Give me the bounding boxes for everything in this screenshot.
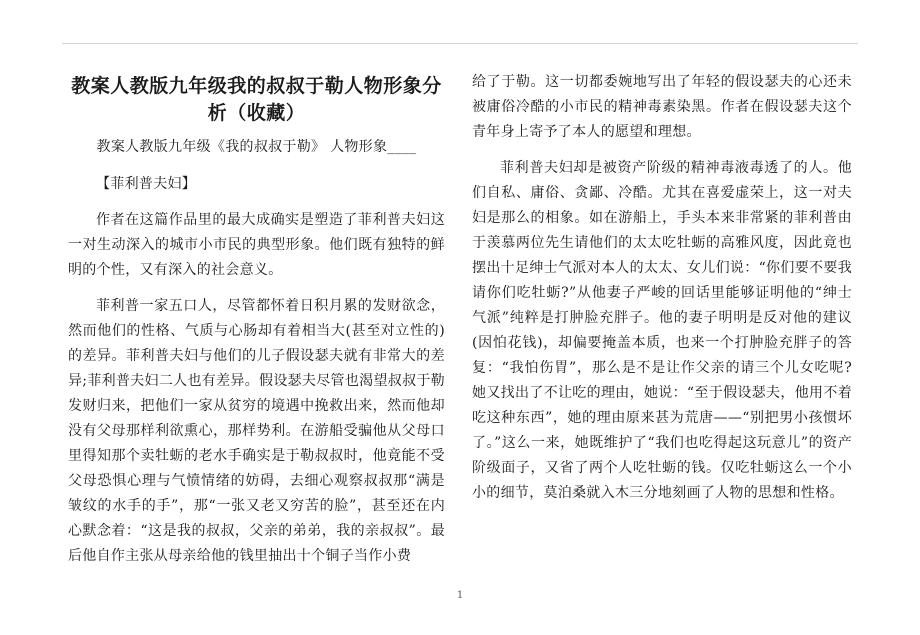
- paragraph-continued: 给了于勒。这一切都委婉地写出了年轻的假设瑟夫的心还未被庸俗冷酷的小市民的精神毒素染黑。作者在假设瑟夫这个青年身上寄予了本人的愿望和理想。: [472, 74, 852, 140]
- left-column: [68, 70, 445, 580]
- paragraph: 菲利普夫妇却是被资产阶级的精神毒液毒透了的人。他们自私、庸俗、贪鄙、冷酷。尤其在喜爱虚荣上，这一对夫妇是那么的相象。如在游船上，手头本来非常紧的菲利普由于羡慕两位先生请他们的太太吃牡蛎的高雅风度，因此竟也摆出十足绅士气派对本人的太太、女儿们说：“你们要不要我请你们吃牡蛎?”从他妻子严峻的回话里能够证明他的“绅士气派”纯粹是打肿脸充胖子。他的妻子明明是反对他的建议(因怕花钱)，却偏要掩盖本质，也来一个打肿脸充胖子的答复：“我怕伤胃”，那么是不是让作父亲的请三个儿女吃呢?她又找出了不让吃的理由，她说：“至于假设瑟夫，他用不着吃这种东西”，她的理由原来甚为荒唐——“别把男小孩惯坏了。”这么一来，她既维护了“我们也吃得起这玩意儿”的资产阶级面子，又省了两个人吃牡蛎的钱。仅吃牡蛎这么一个小小的细节，莫泊桑就入木三分地刻画了人物的思想和性格。: [472, 160, 852, 501]
- paragraph: 作者在这篇作品里的最大成确实是塑造了菲利普夫妇这一对生动深入的城市小市民的典型形象。他们既有独特的鲜明的个性，又有深入的社会意义。: [68, 212, 445, 278]
- header-rule: [62, 43, 858, 44]
- paragraph: 菲利普一家五口人，尽管都怀着日积月累的发财欲念，然而他们的性格、气质与心肠却有着相当大(甚至对立性的)的差异。菲利普夫妇与他们的儿子假设瑟夫就有非常大的差异;菲利普夫妇二人也有差异。假设瑟夫尽管也渴望叔叔于勒发财归来，把他们一家从贫穷的境遇中挽救出来，然而他却没有父母那样利欲熏心，那样势利。在游船受骗他从父母口里得知那个卖牡蛎的老水手确实是于勒叔叔时，他竟能不受父母恐惧心理与气愤情绪的妨碍，去细心观察叔叔那“满是皱纹的水手的手”，那“一张又老又穷苦的脸”，甚至还在内心默念着：“这是我的叔叔，父亲的弟弟，我的亲叔叔”。最后他自作主张从母亲给他的钱里抽出十个铜子当作小费: [68, 298, 445, 564]
- page-number: 1: [456, 590, 464, 601]
- section-heading: 【菲利普夫妇】: [96, 176, 197, 192]
- document-subtitle: 教案人教版九年级《我的叔叔于勒》 人物形象____: [96, 139, 417, 155]
- right-column: [472, 70, 852, 517]
- document-title: 教案人教版九年级我的叔叔于勒人物形象分析（收藏）: [71, 75, 442, 124]
